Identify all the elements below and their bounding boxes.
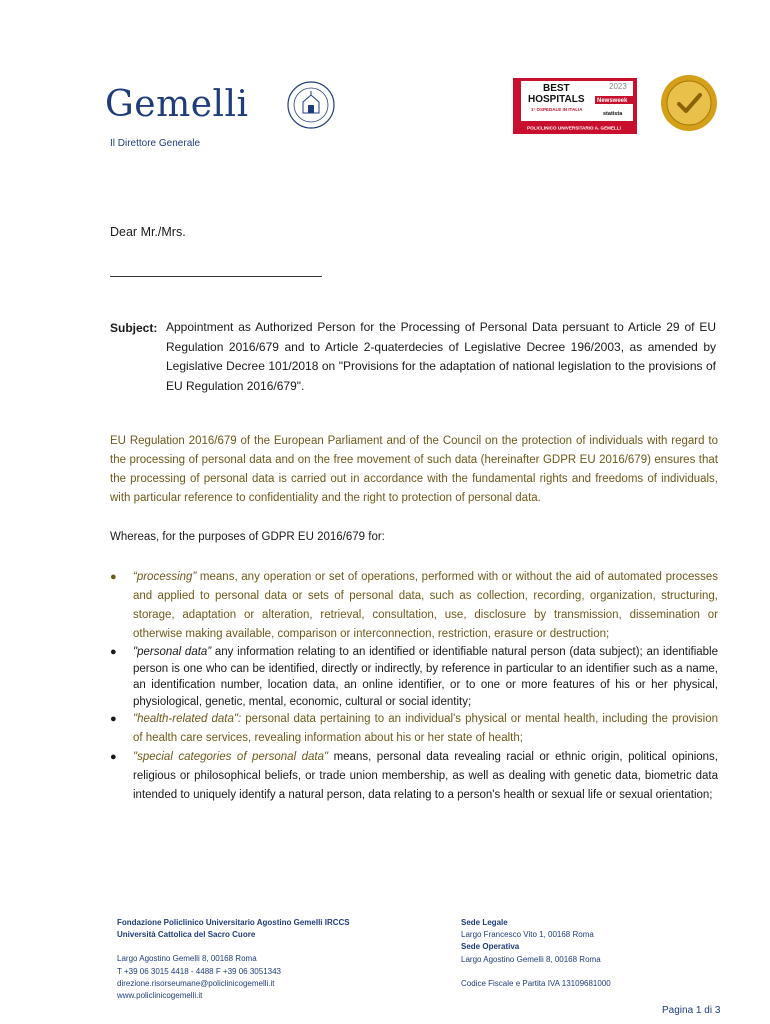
footer-offices: [461, 917, 611, 990]
definition-term: "special categories of personal data": [133, 751, 329, 763]
definition-term: "health-related data":: [133, 713, 242, 725]
whereas-line: Whereas, for the purposes of GDPR EU 2016/679 for:: [110, 531, 385, 543]
intro-paragraph: EU Regulation 2016/679 of the European Parliament and of the Council on the protection of individuals with regard to the processing of personal data and on the free movement of such data (hereinafter GDPR EU 2016/679) ensures that the processing of personal data is carried out in accordance with the fundamental rights and freedoms of individuals, with particular reference to confidentiality and the right to protection of personal data.: [110, 435, 718, 504]
definition-text: means, any operation or set of operations, performed with or without the aid of automated processes and applied to personal data or sets of personal data, such as collection, recording, organization, structuring, storage, adaptation or alteration, retrieval, consultation, use, disclosure by transmission, dissemination or otherwise making available, comparison or interconnection, restriction, erasure or destruction;: [133, 571, 718, 640]
definition-special-categories: [110, 748, 718, 805]
legal-office-address: Largo Francesco Vito 1, 00168 Roma: [461, 930, 594, 940]
badge-brand: Newsweek: [597, 98, 628, 104]
definition-processing: [110, 568, 718, 644]
bullet-icon: ●: [110, 646, 117, 658]
definitions-list: [110, 568, 718, 805]
gemelli-logo: Gemelli: [105, 84, 249, 125]
page-number: Pagina 1 di 3: [662, 1005, 721, 1016]
operative-office-label: Sede Operativa: [461, 942, 520, 952]
bullet-icon: ●: [110, 571, 117, 583]
footer-email[interactable]: direzione.risorseumane@policlinicogemelli.it: [117, 978, 275, 988]
joint-commission-seal-icon: [660, 74, 718, 132]
definition-term: "personal data”: [133, 646, 212, 658]
bullet-icon: ●: [110, 751, 117, 763]
best-hospitals-badge: [513, 78, 637, 134]
footer-organization: [117, 917, 350, 1002]
definition-text: any information relating to an identified or identifiable natural person (data subject); an identifiable person is one who can be identified, directly or indirectly, by reference in particular to an identifier such as a name, an identification number, location data, an online identifier, or to one or more features of his or her physical, physiological, genetic, mental, economic, cultural or social identity;: [133, 646, 719, 708]
badge-year: 2023: [609, 82, 627, 91]
badge-hospitals: HOSPITALS: [528, 94, 585, 105]
definition-text: means, personal data revealing racial or ethnic origin, political opinions, religious or philosophical beliefs, or trade union membership, as well as dealing with genetic data, biometric data intended to uniquely identify a natural person, data relating to a person's health or sexual life or sexual orientation;: [133, 751, 719, 801]
definition-personal-data: [110, 644, 718, 710]
subject-label: Subject:: [110, 321, 158, 335]
footer-phone: T +39 06 3015 4418 - 4488 F +39 06 3051343: [117, 966, 281, 976]
footer-university: Università Cattolica del Sacro Cuore: [117, 930, 256, 940]
bullet-icon: ●: [110, 713, 117, 725]
definition-health-related-data: [110, 710, 718, 748]
director-title: Il Direttore Generale: [110, 138, 201, 149]
salutation: Dear Mr./Mrs.: [110, 225, 186, 239]
definition-text: personal data pertaining to an individual's physical or mental health, including the provision of health care services, revealing information about his or her state of health;: [133, 713, 718, 744]
subject-text: Appointment as Authorized Person for the Processing of Personal Data persuant to Article 29 of EU Regulation 2016/679 and to Article 2-quaterdecies of Legislative Decree 196/2003, as amended by Legislative Decree 101/2018 on "Provisions for the adaptation of national legislation to the provisions of EU Regulation 2016/679".: [166, 320, 716, 393]
footer-address: Largo Agostino Gemelli 8, 00168 Roma: [117, 954, 257, 964]
footer-website[interactable]: www.policlinicogemelli.it: [117, 991, 203, 1001]
definition-term: “processing”: [133, 571, 197, 583]
legal-office-label: Sede Legale: [461, 918, 508, 927]
tax-code: Codice Fiscale e Partita IVA 13109681000: [461, 978, 611, 988]
badge-best: BEST: [543, 83, 570, 94]
badge-footer: POLICLINICO UNIVERSITARIO A. GEMELLI: [527, 125, 621, 131]
recipient-name-line: [110, 266, 322, 277]
operative-office-address: Largo Agostino Gemelli 8, 00168 Roma: [461, 954, 601, 964]
university-seal-icon: [286, 80, 336, 130]
footer-org-name: Fondazione Policlinico Universitario Agostino Gemelli IRCCS: [117, 918, 350, 927]
badge-partner: statista: [603, 111, 623, 117]
badge-rank: 1° OSPEDALE IN ITALIA: [531, 107, 583, 112]
